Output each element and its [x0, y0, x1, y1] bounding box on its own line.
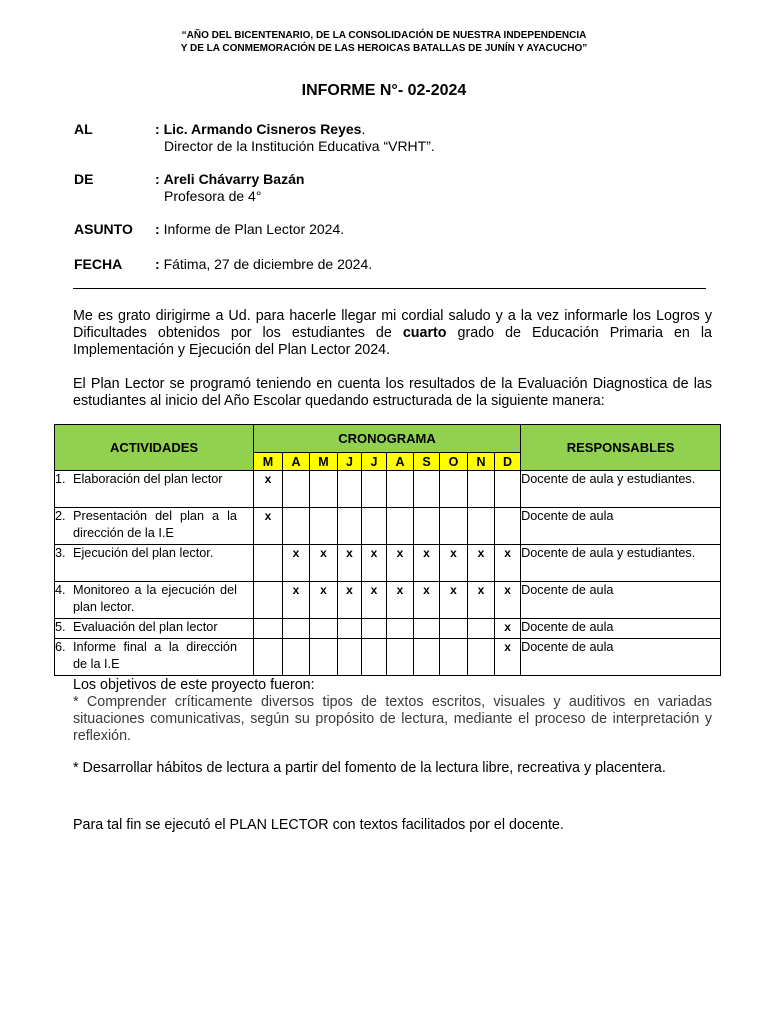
schedule-mark [414, 619, 440, 639]
schedule-mark [495, 508, 521, 545]
to-label: AL [74, 121, 93, 137]
schedule-mark [310, 639, 338, 676]
schedule-mark [440, 639, 468, 676]
schedule-mark: x [440, 545, 468, 582]
month-header: M [310, 453, 338, 471]
from-label: DE [74, 171, 94, 187]
activity-number: 2. [55, 509, 66, 523]
responsible-cell: Docente de aula [521, 508, 721, 545]
activity-number: 3. [55, 546, 66, 560]
schedule-mark [414, 508, 440, 545]
schedule-mark [387, 639, 414, 676]
schedule-mark: x [338, 545, 362, 582]
schedule-table-body [55, 471, 721, 676]
schedule-mark [310, 471, 338, 508]
schedule-mark [495, 471, 521, 508]
schedule-mark [283, 639, 310, 676]
from-role: Profesora de 4° [164, 188, 262, 204]
schedule-mark [310, 508, 338, 545]
to-role: Director de la Institución Educativa “VRHT”. [164, 138, 435, 154]
responsible-cell: Docente de aula y estudiantes. [521, 471, 721, 508]
activity-text: Presentación del plan a la dirección de la I.E [73, 509, 237, 540]
responsible-header: RESPONSABLES [521, 425, 721, 471]
to-suffix: . [361, 121, 366, 137]
from-sep: : [155, 171, 160, 187]
month-header: D [495, 453, 521, 471]
closing-paragraph: Para tal fin se ejecutó el PLAN LECTOR con textos facilitados por el docente. [73, 817, 564, 833]
activity-number: 5. [55, 620, 66, 634]
responsible-cell: Docente de aula [521, 582, 721, 619]
schedule-mark [387, 471, 414, 508]
responsible-cell: Docente de aula [521, 619, 721, 639]
schedule-mark: x [495, 639, 521, 676]
activity-number: 6. [55, 640, 66, 654]
table-row [55, 639, 721, 676]
activity-number: 1. [55, 472, 66, 486]
schedule-mark: x [414, 582, 440, 619]
schedule-mark: x [468, 545, 495, 582]
objectives-title: Los objetivos de este proyecto fueron: [73, 677, 315, 693]
activity-cell [55, 508, 254, 545]
year-motto [0, 29, 768, 55]
schedule-mark [362, 508, 387, 545]
schedule-mark [362, 471, 387, 508]
schedule-mark: x [414, 545, 440, 582]
schedule-mark: x [440, 582, 468, 619]
schedule-mark: x [495, 619, 521, 639]
schedule-mark [338, 619, 362, 639]
schedule-mark: x [283, 545, 310, 582]
activity-cell [55, 639, 254, 676]
schedule-mark: x [310, 545, 338, 582]
schedule-mark: x [254, 471, 283, 508]
schedule-table [54, 424, 721, 676]
activity-cell [55, 619, 254, 639]
objective-2: * Desarrollar hábitos de lectura a partir del fomento de la lectura libre, recreativa y placentera. [73, 760, 666, 776]
responsible-cell: Docente de aula y estudiantes. [521, 545, 721, 582]
report-title: INFORME N°- 02-2024 [301, 82, 467, 99]
schedule-mark [338, 471, 362, 508]
schedule-mark [283, 619, 310, 639]
intro-text-after: grado de Educación Primaria en la Implementación y Ejecución del Plan Lector 2024. [73, 325, 712, 358]
table-row [55, 582, 721, 619]
schedule-mark [254, 545, 283, 582]
schedule-mark [283, 508, 310, 545]
to-sep: : [155, 121, 160, 137]
subject-label: ASUNTO [74, 221, 133, 237]
activity-cell [55, 471, 254, 508]
month-header: N [468, 453, 495, 471]
month-header: A [387, 453, 414, 471]
schedule-mark [440, 619, 468, 639]
schedule-mark [414, 471, 440, 508]
schedule-mark [362, 639, 387, 676]
schedule-mark [387, 508, 414, 545]
activity-text: Monitoreo a la ejecución del plan lector. [73, 583, 237, 614]
table-row [55, 619, 721, 639]
activity-text: Elaboración del plan lector [73, 472, 223, 486]
month-header: A [283, 453, 310, 471]
table-row [55, 545, 721, 582]
motto-line-2: Y DE LA CONMEMORACIÓN DE LAS HEROICAS BATALLAS DE JUNÍN Y AYACUCHO” [180, 43, 588, 54]
schedule-mark [468, 619, 495, 639]
month-header: M [254, 453, 283, 471]
schedule-mark: x [387, 582, 414, 619]
schedule-mark: x [495, 545, 521, 582]
month-header: J [362, 453, 387, 471]
activity-text: Informe final a la dirección de la I.E [73, 640, 237, 671]
month-header: S [414, 453, 440, 471]
schedule-mark [468, 639, 495, 676]
intro-text-before: Me es grato dirigirme a Ud. para hacerle llegar mi cordial saludo y a la vez informarle los Logros y Dificultades obtenidos por los estudiantes de [73, 308, 712, 341]
schedule-mark: x [387, 545, 414, 582]
header-divider [73, 288, 706, 289]
table-row [55, 471, 721, 508]
activities-header: ACTIVIDADES [55, 425, 254, 471]
intro-grade: cuarto [402, 325, 447, 341]
schedule-mark [310, 619, 338, 639]
schedule-mark [440, 471, 468, 508]
schedule-mark [338, 508, 362, 545]
schedule-mark [283, 471, 310, 508]
schedule-mark: x [362, 582, 387, 619]
responsible-cell: Docente de aula [521, 639, 721, 676]
schedule-mark: x [310, 582, 338, 619]
activity-cell [55, 545, 254, 582]
date-sep: : [155, 256, 160, 272]
subject-value: Informe de Plan Lector 2024. [163, 221, 345, 237]
month-header: J [338, 453, 362, 471]
activity-text: Ejecución del plan lector. [73, 546, 214, 560]
schedule-mark [338, 639, 362, 676]
schedule-mark: x [468, 582, 495, 619]
schedule-mark: x [495, 582, 521, 619]
date-value: Fátima, 27 de diciembre de 2024. [163, 256, 373, 272]
from-name: Areli Chávarry Bazán [163, 171, 305, 187]
schedule-mark [254, 582, 283, 619]
schedule-mark [387, 619, 414, 639]
motto-line-1: “AÑO DEL BICENTENARIO, DE LA CONSOLIDACIÓN DE NUESTRA INDEPENDENCIA [181, 30, 587, 41]
schedule-mark: x [338, 582, 362, 619]
schedule-mark [362, 619, 387, 639]
schedule-mark [440, 508, 468, 545]
activity-text: Evaluación del plan lector [73, 620, 218, 634]
month-header: O [440, 453, 468, 471]
date-label: FECHA [74, 256, 123, 272]
schedule-header: CRONOGRAMA [254, 425, 521, 453]
schedule-mark [254, 639, 283, 676]
table-row [55, 508, 721, 545]
subject-sep: : [155, 221, 160, 237]
activity-cell [55, 582, 254, 619]
schedule-mark [468, 508, 495, 545]
schedule-mark [254, 619, 283, 639]
to-name: Lic. Armando Cisneros Reyes [163, 121, 362, 137]
intro-paragraph [73, 308, 712, 359]
plan-paragraph: El Plan Lector se programó teniendo en cuenta los resultados de la Evaluación Diagnostica de las estudiantes al inicio del Año Escolar quedando estructurada de la siguiente manera: [73, 376, 712, 409]
schedule-mark: x [283, 582, 310, 619]
objective-1: * Comprender críticamente diversos tipos de textos escritos, visuales y auditivos en variadas situaciones comunicativas, según su propósito de lectura, mediante el proceso de interpretación y reflexión. [73, 694, 712, 744]
schedule-mark [414, 639, 440, 676]
schedule-mark: x [254, 508, 283, 545]
schedule-mark: x [362, 545, 387, 582]
activity-number: 4. [55, 583, 66, 597]
schedule-mark [468, 471, 495, 508]
